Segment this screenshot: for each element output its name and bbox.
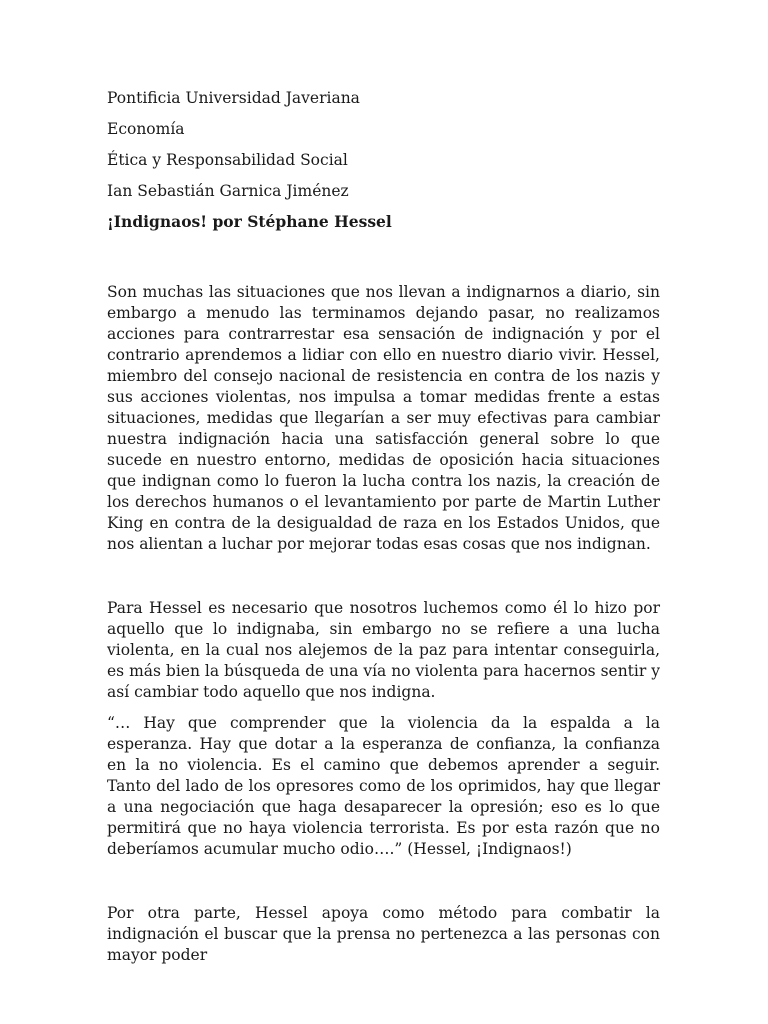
document-title: ¡Indignaos! por Stéphane Hessel <box>107 212 392 231</box>
paragraph-nonviolence: Para Hessel es necesario que nosotros luchemos como él lo hizo por aquello que lo indignaba, sin embargo no se refiere a una lucha violenta, en la cual nos alejemos de la paz para intentar conseguirla, es más bien la búsqueda de una vía no violenta para hacernos sentir y así cambiar todo aquello que nos indigna. <box>107 599 660 701</box>
course-name: Ética y Responsabilidad Social <box>107 151 348 169</box>
author-name: Ian Sebastián Garnica Jiménez <box>107 182 349 200</box>
document-page <box>107 88 660 966</box>
paragraph-quote: “… Hay que comprender que la violencia da la espalda a la esperanza. Hay que dotar a la esperanza de confianza, la confianza en la no violencia. Es el camino que debemos aprender a seguir. Tanto del lado de los opresores como de los oprimidos, hay que llegar a una negociación que haga desaparecer la opresión; eso es lo que permitirá que no haya violencia terrorista. Es por esta razón que no deberíamos acumular mucho odio….” (Hessel, ¡Indignaos!) <box>107 714 660 858</box>
paragraph-intro: Son muchas las situaciones que nos llevan a indignarnos a diario, sin embargo a menudo las terminamos dejando pasar, no realizamos acciones para contrarrestar esa sensación de indignación y por el contrario aprendemos a lidiar con ello en nuestro diario vivir. Hessel, miembro del consejo nacional de resistencia en contra de los nazis y sus acciones violentas, nos impulsa a tomar medidas frente a estas situaciones, medidas que llegarían a ser muy efectivas para cambiar nuestra indignación hacia una satisfacción general sobre lo que sucede en nuestro entorno, medidas de oposición hacia situaciones que indignan como lo fueron la lucha contra los nazis, la creación de los derechos humanos o el levantamiento por parte de Martin Luther King en contra de la desigualdad de raza en los Estados Unidos, que nos alientan a luchar por mejorar todas esas cosas que nos indignan. <box>107 283 660 553</box>
program-name: Economía <box>107 120 185 138</box>
paragraph-press: Por otra parte, Hessel apoya como método para combatir la indignación el buscar que la prensa no pertenezca a las personas con mayor poder <box>107 904 660 964</box>
university-name: Pontificia Universidad Javeriana <box>107 89 360 107</box>
